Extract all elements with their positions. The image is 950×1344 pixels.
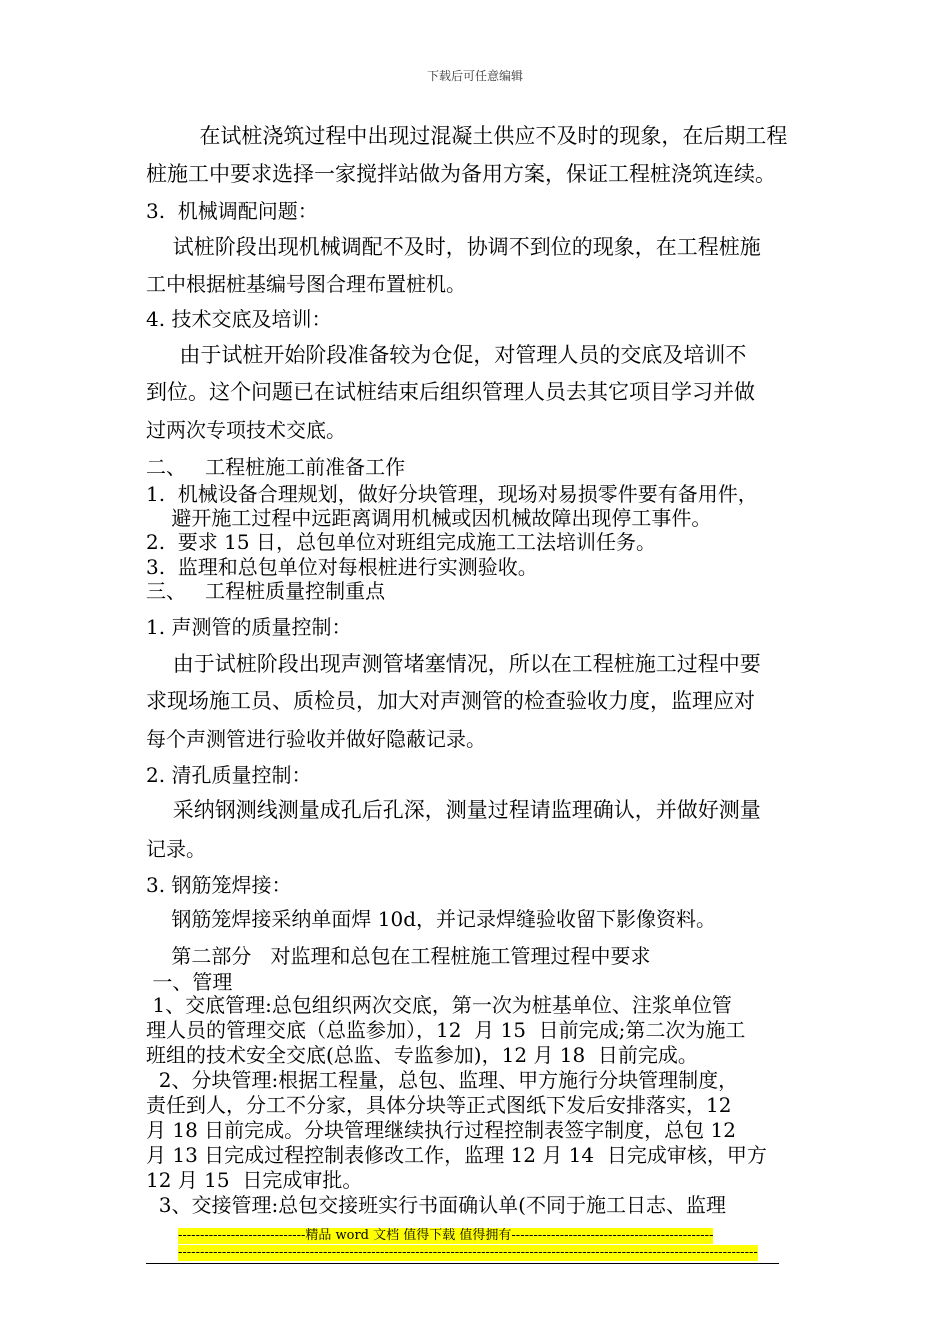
part-heading: 第二部分 对监理和总包在工程桩施工管理过程中要求 [146,944,651,968]
text-line: 理人员的管理交底（总监参加），12 月 15 日前完成;第二次为施工 [146,1018,746,1042]
section-heading: 二、 工程桩施工前准备工作 [146,455,406,479]
list-heading: 3. 钢筋笼焊接： [146,873,292,897]
section-heading: 三、 工程桩质量控制重点 [146,579,386,603]
text-line: 由于试桩开始阶段准备较为仓促，对管理人员的交底及培训不 [146,343,747,367]
text-line: 3、交接管理:总包交接班实行书面确认单(不同于施工日志、监理 [146,1193,726,1217]
text-line: 月 13 日完成过程控制表修改工作，监理 12 月 14 日完成审核，甲方 [146,1143,767,1167]
text-line: 1、交底管理:总包组织两次交底，第一次为桩基单位、注浆单位管 [146,993,732,1017]
footer-banner-dashes: ------------------------------------------------------------------------------------------------------------------------------------ [178,1245,758,1260]
text-line: 12 月 15 日完成审批。 [146,1168,363,1192]
list-item: 3. 监理和总包单位对每根桩进行实测验收。 [146,555,538,579]
text-line: 桩施工中要求选择一家搅拌站做为备用方案，保证工程桩浇筑连续。 [146,162,776,186]
text-line: 每个声测管进行验收并做好隐蔽记录。 [146,727,486,751]
text-line: 月 18 日前完成。分块管理继续执行过程控制表签字制度，总包 12 [146,1118,736,1142]
list-item: 2. 要求 15 日，总包单位对班组完成施工工法培训任务。 [146,530,656,554]
list-item: 1. 机械设备合理规划，做好分块管理，现场对易损零件要有备用件， [146,482,758,506]
list-heading: 3. 机械调配问题： [146,199,318,223]
text-line: 班组的技术安全交底(总监、专监参加)，12 月 18 日前完成。 [146,1043,698,1067]
text-line: 采纳钢测线测量成孔后孔深，测量过程请监理确认，并做好测量 [146,798,761,822]
text-line: 到位。这个问题已在试桩结束后组织管理人员去其它项目学习并做 [146,380,755,404]
list-heading: 2. 清孔质量控制： [146,763,312,787]
list-heading: 1. 声测管的质量控制： [146,615,352,639]
text-line: 在试桩浇筑过程中出现过混凝土供应不及时的现象，在后期工程 [146,124,788,148]
footer-divider [146,1263,779,1264]
text-line: 求现场施工员、质检员，加大对声测管的检查验收力度，监理应对 [146,689,755,713]
text-line: 责任到人，分工不分家，具体分块等正式图纸下发后安排落实，12 [146,1093,732,1117]
text-line: 试桩阶段出现机械调配不及时，协调不到位的现象，在工程桩施 [146,235,761,259]
text-line: 2、分块管理:根据工程量，总包、监理、甲方施行分块管理制度， [146,1068,739,1092]
text-line: 过两次专项技术交底。 [146,418,346,442]
text-line: 由于试桩阶段出现声测管堵塞情况，所以在工程桩施工过程中要 [146,652,761,676]
text-line: 记录。 [146,837,206,861]
subsection-heading: 一、管理 [146,970,233,994]
footer-banner: -----------------------------精品 word 文档 值得下载 值得拥有---------------------------------------------- [178,1228,714,1243]
list-heading: 4. 技术交底及培训： [146,307,332,331]
list-item-continuation: 避开施工过程中远距离调用机械或因机械故障出现停工事件。 [146,506,712,530]
text-line: 工中根据桩基编号图合理布置桩机。 [146,272,466,296]
page-header: 下载后可任意编辑 [426,69,523,83]
text-line: 钢筋笼焊接采纳单面焊 10d，并记录焊缝验收留下影像资料。 [146,907,717,931]
